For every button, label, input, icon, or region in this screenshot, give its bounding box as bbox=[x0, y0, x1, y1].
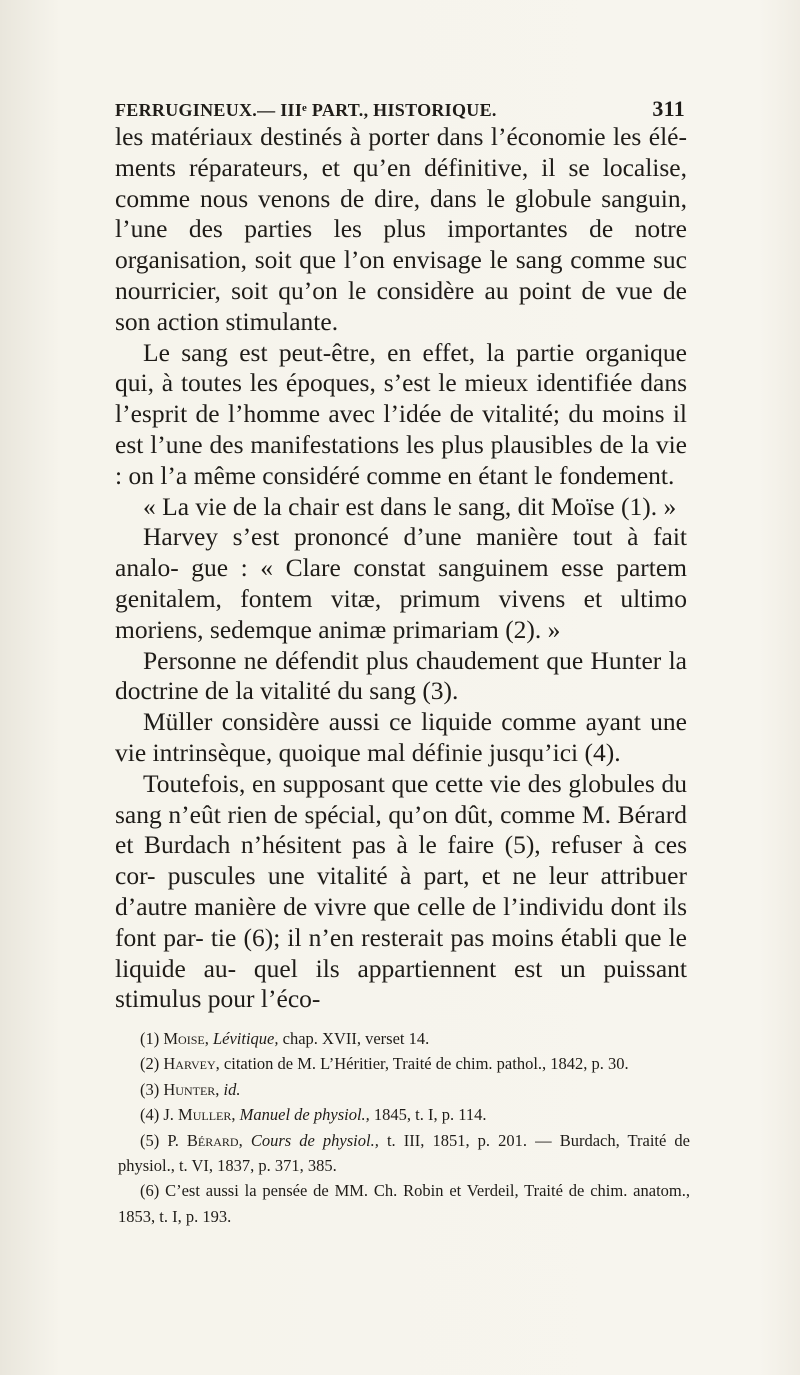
paragraph: Müller considère aussi ce liquide comme ayant une vie intrinsèque, quoique mal définie jusqu’ici (4). bbox=[115, 707, 687, 767]
paragraph: Toutefois, en supposant que cette vie des globules du sang n’eût rien de spécial, qu’on dût, comme M. Bérard et Burdach n’hésitent pas à le faire (5), refuser à ces cor- puscules une vitalité à part, et ne leur attribuer d’autre manière de vivre que celle de l’individu dont ils font par- tie (6); il n’en resterait pas moins établi que le liquide au- quel ils appartiennent est un puissant stimulus pour l’éco- bbox=[115, 768, 687, 1014]
footnote: (1) Moise, Lévitique, chap. XVII, verset 14. bbox=[140, 1029, 430, 1048]
body-text bbox=[115, 122, 687, 1015]
paragraph: Harvey s’est prononcé d’une manière tout à fait analo- gue : « Clare constat sanguinem esse partem genitalem, fontem vitæ, primum vivens et ultimo moriens, sedemque animæ primariam (2). » bbox=[115, 522, 687, 644]
page-header bbox=[115, 96, 685, 122]
footnotes bbox=[118, 1026, 690, 1229]
footnote: (5) P. Bérard, Cours de physiol., t. III, 1851, p. 201. — Burdach, Traité de physiol., t. VI, 1837, p. 371, 385. bbox=[118, 1130, 690, 1176]
paragraph: les matériaux destinés à porter dans l’économie les élé- ments réparateurs, et qu’en définitive, il se localise, comme nous venons de dire, dans le globule sanguin, l’une des parties les plus importantes de notre organisation, soit que l’on envisage le sang comme suc nourricier, soit qu’on le considère au point de vue de son action stimulante. bbox=[115, 122, 687, 336]
footnote: (6) C’est aussi la pensée de MM. Ch. Robin et Verdeil, Traité de chim. anatom., 1853, t. I, p. 193. bbox=[118, 1181, 690, 1226]
footnote: (3) Hunter, id. bbox=[140, 1079, 241, 1099]
footnote: (2) Harvey, citation de M. L’Héritier, Traité de chim. pathol., 1842, p. 30. bbox=[140, 1054, 629, 1074]
paragraph: Le sang est peut-être, en effet, la partie organique qui, à toutes les époques, s’est le mieux identifiée dans l’esprit de l’homme avec l’idée de vitalité; du moins il est l’une des manifestations les plus plausibles de la vie : on l’a même considéré comme en étant le fondement. bbox=[115, 337, 687, 490]
running-head: FERRUGINEUX.— IIIᵉ PART., HISTORIQUE. bbox=[115, 100, 497, 120]
footnote: (4) J. Muller, Manuel de physiol., 1845, t. I, p. 114. bbox=[140, 1105, 487, 1125]
paragraph: Personne ne défendit plus chaudement que Hunter la doctrine de la vitalité du sang (3). bbox=[115, 645, 687, 706]
paragraph: « La vie de la chair est dans le sang, dit Moïse (1). » bbox=[143, 491, 677, 521]
page-number: 311 bbox=[652, 96, 685, 121]
